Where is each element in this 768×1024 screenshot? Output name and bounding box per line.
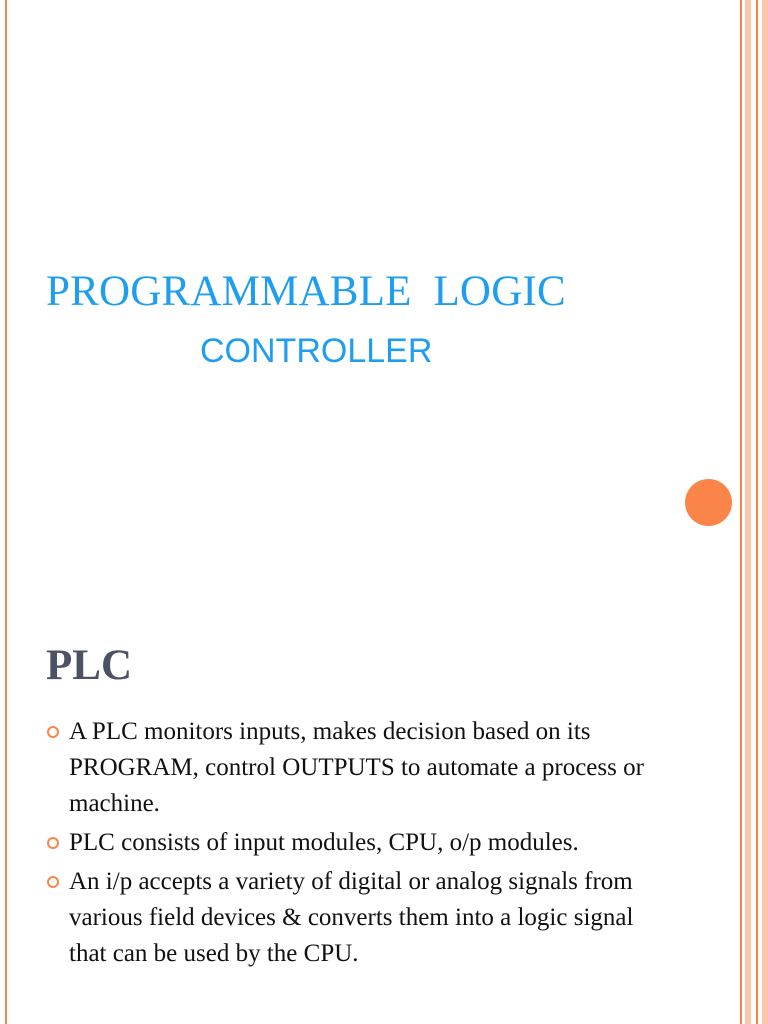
left-accent-rule xyxy=(5,0,7,576)
hollow-circle-icon xyxy=(47,876,59,888)
bullet-item xyxy=(46,864,666,972)
content-slide xyxy=(0,576,768,1024)
orange-circle-decoration xyxy=(685,479,732,526)
bullet-item xyxy=(46,825,666,861)
stripe xyxy=(740,576,742,1024)
bullet-text: PLC consists of input modules, CPU, o/p modules. xyxy=(69,829,579,856)
stripe xyxy=(762,0,768,576)
stripe xyxy=(745,0,751,576)
bullet-text: A PLC monitors inputs, makes decision based on its PROGRAM, control OUTPUTS to automate a process or machine. xyxy=(69,718,644,817)
hollow-circle-icon xyxy=(47,726,59,738)
left-accent-rule xyxy=(5,576,7,1024)
stripe xyxy=(745,576,751,1024)
bullet-list xyxy=(46,714,666,975)
bullet-item xyxy=(46,714,666,822)
right-decorative-stripes xyxy=(736,576,768,1024)
slide-title-line-1: PROGRAMMABLE LOGIC xyxy=(46,268,566,315)
hollow-circle-icon xyxy=(47,837,59,849)
right-decorative-stripes xyxy=(736,0,768,576)
bullet-text: An i/p accepts a variety of digital or analog signals from various field devices & converts them into a logic signal that can be used by the CPU. xyxy=(69,868,634,967)
slide-title-line-2: CONTROLLER xyxy=(200,332,433,370)
stripe xyxy=(756,576,758,1024)
stripe xyxy=(762,576,768,1024)
slide-heading: PLC xyxy=(46,642,132,689)
stripe xyxy=(756,0,758,576)
stripe xyxy=(740,0,742,576)
